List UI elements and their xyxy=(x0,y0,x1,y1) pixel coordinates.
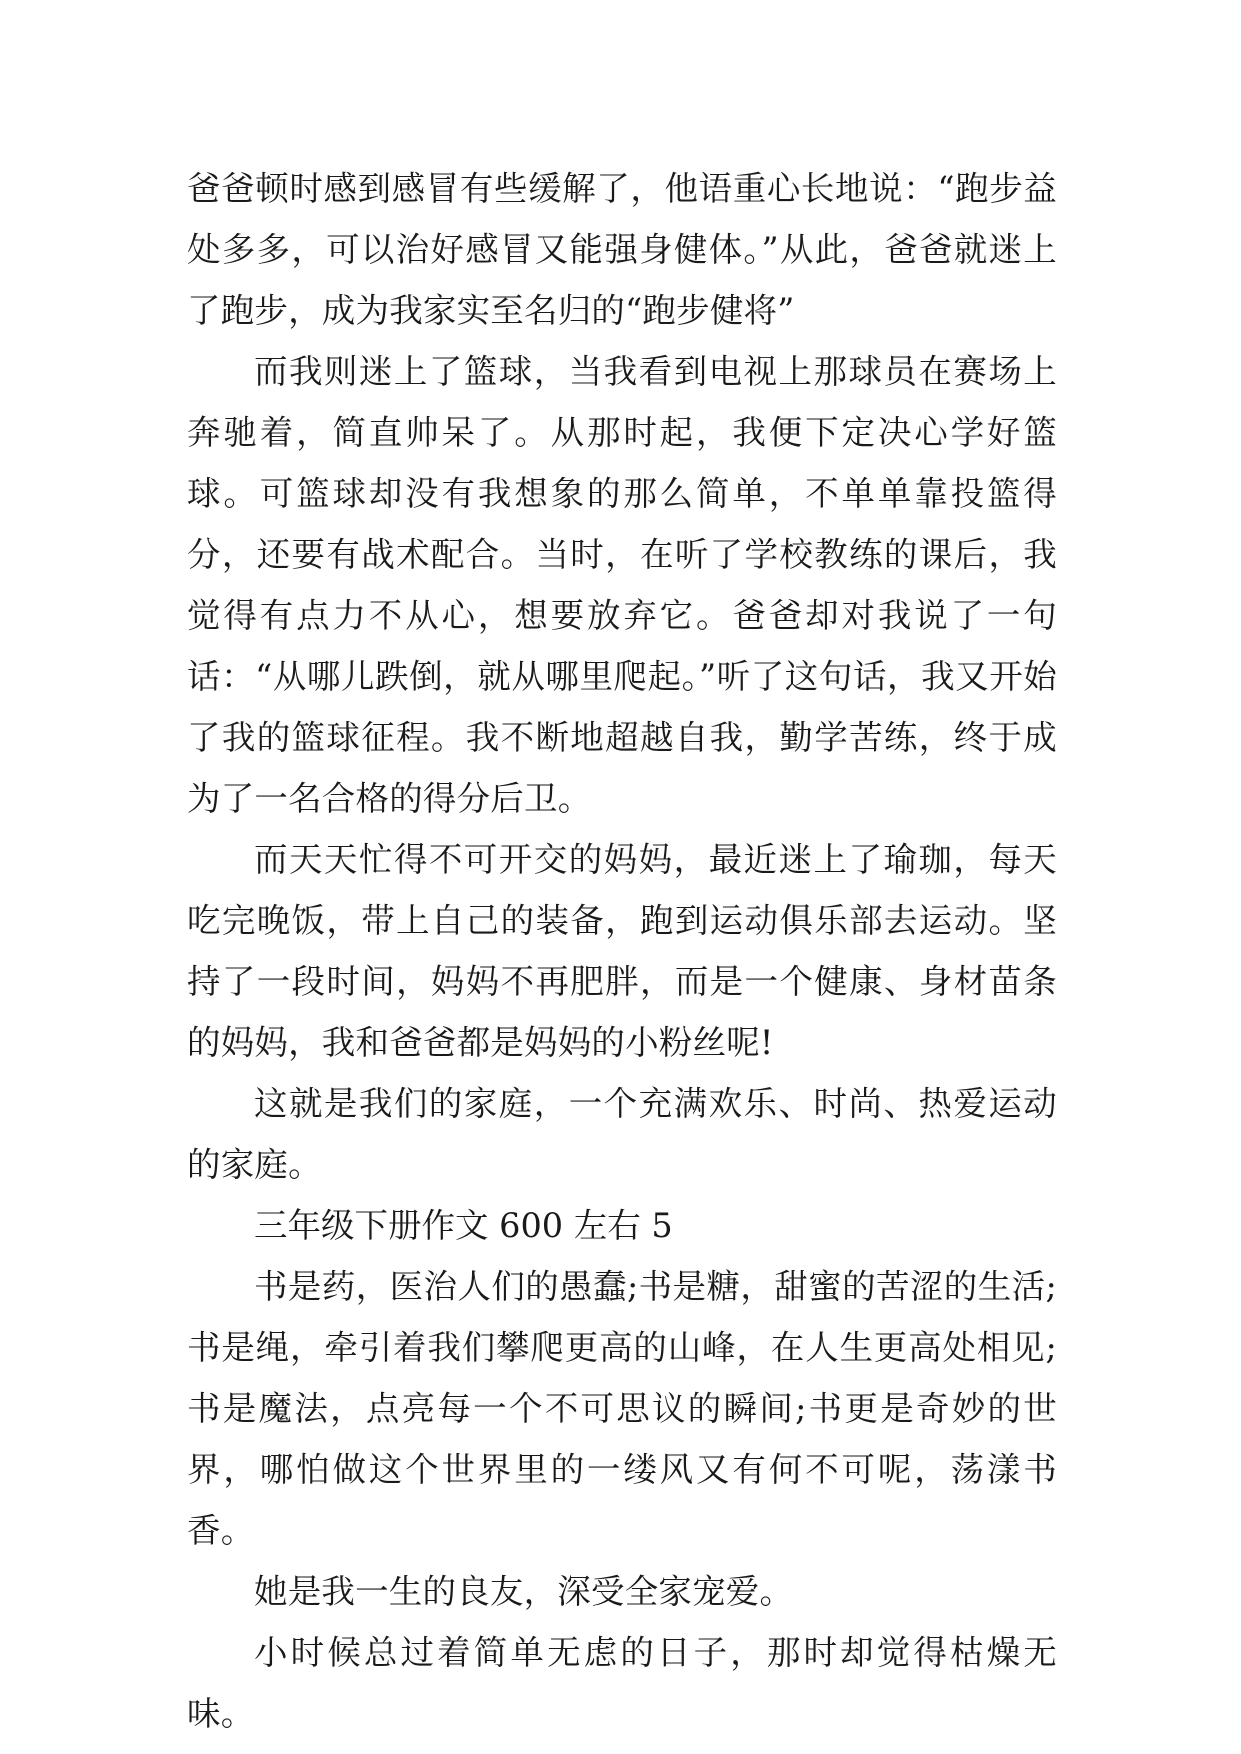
paragraph: 书是药，医治人们的愚蠢;书是糖，甜蜜的苦涩的生活;书是绳，牵引着我们攀爬更高的山峰，在人生更高处相见;书是魔法，点亮每一个不可思议的瞬间;书更是奇妙的世界，哪怕做这个世界里的一缕风又有何不可呢，荡漾书香。 xyxy=(187,1267,1057,1550)
document-body xyxy=(187,158,1057,1744)
paragraph: 爸爸顿时感到感冒有些缓解了，他语重心长地说：“跑步益处多多，可以治好感冒又能强身健体。”从此，爸爸就迷上了跑步，成为我家实至名归的“跑步健将” xyxy=(187,169,1057,330)
paragraph: 这就是我们的家庭，一个充满欢乐、时尚、热爱运动的家庭。 xyxy=(187,1084,1057,1184)
paragraph: 她是我一生的良友，深受全家宠爱。 xyxy=(254,1572,794,1611)
paragraph: 小时候总过着简单无虑的日子，那时却觉得枯燥无味。 xyxy=(187,1633,1057,1733)
paragraph: 而我则迷上了篮球，当我看到电视上那球员在赛场上奔驰着，简直帅呆了。从那时起，我便下定决心学好篮球。可篮球却没有我想象的那么简单，不单单靠投篮得分，还要有战术配合。当时，在听了学校教练的课后，我觉得有点力不从心，想要放弃它。爸爸却对我说了一句话：“从哪儿跌倒，就从哪里爬起。”听了这句话，我又开始了我的篮球征程。我不断地超越自我，勤学苦练，终于成为了一名合格的得分后卫。 xyxy=(187,352,1057,818)
paragraph: 而天天忙得不可开交的妈妈，最近迷上了瑜珈，每天吃完晚饭，带上自己的装备，跑到运动俱乐部去运动。坚持了一段时间，妈妈不再肥胖，而是一个健康、身材苗条的妈妈，我和爸爸都是妈妈的小粉丝呢! xyxy=(187,840,1057,1062)
section-title: 三年级下册作文 600 左右 5 xyxy=(254,1206,673,1245)
